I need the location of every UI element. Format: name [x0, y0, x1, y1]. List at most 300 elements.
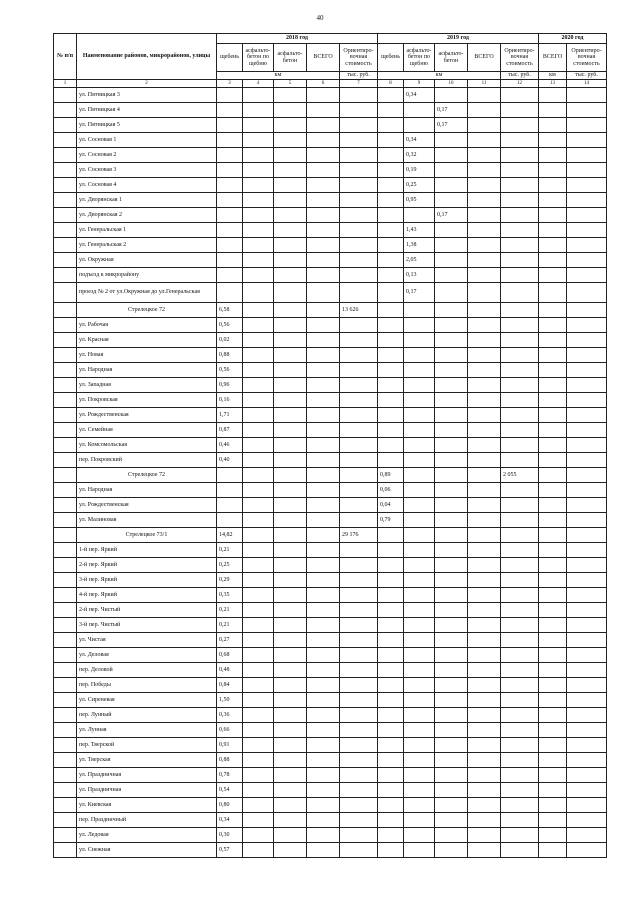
value-cell: [404, 513, 435, 528]
value-cell: 0,87: [217, 423, 243, 438]
value-cell: [567, 453, 607, 468]
value-cell: 0,21: [217, 603, 243, 618]
value-cell: [468, 708, 501, 723]
value-cell: [435, 768, 468, 783]
value-cell: [307, 148, 340, 163]
value-cell: 0,32: [404, 148, 435, 163]
table-row: [54, 438, 607, 453]
street-name-cell: ул. Лунная: [77, 723, 217, 738]
value-cell: [378, 283, 404, 303]
value-cell: [435, 828, 468, 843]
value-cell: [539, 133, 567, 148]
value-cell: [404, 708, 435, 723]
value-cell: [340, 163, 378, 178]
value-cell: 0,78: [217, 768, 243, 783]
sub-header: ВСЕГО: [307, 44, 340, 72]
value-cell: 1,71: [217, 408, 243, 423]
value-cell: [468, 828, 501, 843]
value-cell: [501, 573, 539, 588]
value-cell: [539, 648, 567, 663]
value-cell: [340, 268, 378, 283]
value-cell: 0,27: [217, 633, 243, 648]
value-cell: [378, 558, 404, 573]
value-cell: [274, 253, 307, 268]
value-cell: 0,46: [217, 438, 243, 453]
value-cell: [307, 573, 340, 588]
value-cell: [243, 708, 274, 723]
value-cell: [274, 178, 307, 193]
value-cell: [404, 693, 435, 708]
value-cell: [501, 723, 539, 738]
value-cell: [243, 603, 274, 618]
value-cell: [217, 118, 243, 133]
sub-header: щебень: [217, 44, 243, 72]
value-cell: [539, 88, 567, 103]
value-cell: [54, 663, 77, 678]
value-cell: [501, 708, 539, 723]
section-name-cell: Стрелецкое 73/1: [77, 528, 217, 543]
value-cell: [435, 468, 468, 483]
value-cell: 14,82: [217, 528, 243, 543]
value-cell: [307, 253, 340, 268]
value-cell: [54, 618, 77, 633]
value-cell: [468, 753, 501, 768]
column-number: 10: [435, 80, 468, 88]
value-cell: [217, 178, 243, 193]
value-cell: [274, 453, 307, 468]
street-name-cell: ул. Рождественская: [77, 408, 217, 423]
value-cell: [539, 768, 567, 783]
table-row: [54, 693, 607, 708]
value-cell: [378, 333, 404, 348]
value-cell: [378, 543, 404, 558]
value-cell: [539, 693, 567, 708]
table-row: [54, 813, 607, 828]
value-cell: [539, 678, 567, 693]
value-cell: [539, 318, 567, 333]
value-cell: [243, 573, 274, 588]
value-cell: [468, 663, 501, 678]
value-cell: [340, 783, 378, 798]
value-cell: [501, 318, 539, 333]
value-cell: [501, 178, 539, 193]
value-cell: [468, 453, 501, 468]
street-name-cell: ул. Пятницкая 4: [77, 103, 217, 118]
sub-header: асфальто-бетон: [274, 44, 307, 72]
value-cell: 0,54: [217, 783, 243, 798]
value-cell: [274, 118, 307, 133]
value-cell: [243, 438, 274, 453]
value-cell: [501, 238, 539, 253]
value-cell: [378, 253, 404, 268]
value-cell: [243, 193, 274, 208]
unit-km: км: [378, 72, 501, 80]
value-cell: [217, 88, 243, 103]
value-cell: [539, 828, 567, 843]
value-cell: [539, 148, 567, 163]
value-cell: [435, 333, 468, 348]
value-cell: [307, 543, 340, 558]
value-cell: [404, 118, 435, 133]
table-row: [54, 498, 607, 513]
value-cell: [307, 378, 340, 393]
value-cell: [243, 118, 274, 133]
value-cell: [468, 178, 501, 193]
value-cell: [243, 148, 274, 163]
value-cell: [340, 103, 378, 118]
value-cell: [54, 88, 77, 103]
table-row: [54, 558, 607, 573]
street-name-cell: ул. Красная: [77, 333, 217, 348]
value-cell: [340, 438, 378, 453]
street-name-cell: ул. Сосновая 1: [77, 133, 217, 148]
value-cell: [501, 208, 539, 223]
value-cell: [435, 843, 468, 858]
value-cell: [54, 558, 77, 573]
value-cell: [340, 513, 378, 528]
value-cell: [435, 163, 468, 178]
value-cell: [435, 813, 468, 828]
value-cell: [378, 693, 404, 708]
table-row: [54, 408, 607, 423]
value-cell: 0,35: [217, 588, 243, 603]
sub-header: Ориентиро-вочная стоимость: [340, 44, 378, 72]
value-cell: [539, 363, 567, 378]
value-cell: [378, 268, 404, 283]
value-cell: [307, 363, 340, 378]
value-cell: [340, 193, 378, 208]
value-cell: [340, 468, 378, 483]
value-cell: 2 055: [501, 468, 539, 483]
value-cell: [243, 483, 274, 498]
value-cell: 0,16: [217, 393, 243, 408]
street-name-cell: подъезд к микрорайону: [77, 268, 217, 283]
table-row: [54, 253, 607, 268]
column-number: 5: [274, 80, 307, 88]
value-cell: [307, 483, 340, 498]
value-cell: [378, 238, 404, 253]
sub-header: ВСЕГО: [539, 44, 567, 72]
value-cell: [217, 513, 243, 528]
value-cell: [378, 193, 404, 208]
value-cell: [378, 753, 404, 768]
value-cell: [468, 558, 501, 573]
value-cell: [274, 813, 307, 828]
sub-header: асфальто-бетон по щебню: [404, 44, 435, 72]
value-cell: [501, 223, 539, 238]
value-cell: [468, 88, 501, 103]
value-cell: 0,80: [217, 798, 243, 813]
value-cell: [435, 588, 468, 603]
value-cell: [307, 348, 340, 363]
value-cell: [307, 303, 340, 318]
value-cell: [501, 253, 539, 268]
table-row: [54, 723, 607, 738]
value-cell: [307, 103, 340, 118]
value-cell: [54, 543, 77, 558]
value-cell: 0,17: [435, 208, 468, 223]
table-row: [54, 828, 607, 843]
value-cell: [243, 348, 274, 363]
table-row: [54, 783, 607, 798]
value-cell: [567, 753, 607, 768]
value-cell: [567, 318, 607, 333]
value-cell: [340, 363, 378, 378]
value-cell: [435, 283, 468, 303]
value-cell: [243, 378, 274, 393]
value-cell: 0,17: [435, 118, 468, 133]
table-row: [54, 88, 607, 103]
value-cell: [307, 268, 340, 283]
value-cell: [340, 708, 378, 723]
column-number: 11: [468, 80, 501, 88]
page-number: 40: [316, 14, 324, 22]
value-cell: [274, 618, 307, 633]
value-cell: [468, 303, 501, 318]
value-cell: [468, 163, 501, 178]
value-cell: [243, 303, 274, 318]
value-cell: [567, 768, 607, 783]
value-cell: [468, 693, 501, 708]
value-cell: [501, 738, 539, 753]
value-cell: [54, 378, 77, 393]
value-cell: 0,79: [378, 513, 404, 528]
value-cell: [307, 648, 340, 663]
value-cell: [539, 498, 567, 513]
value-cell: [340, 253, 378, 268]
value-cell: [274, 363, 307, 378]
value-cell: [567, 408, 607, 423]
value-cell: [274, 693, 307, 708]
street-name-cell: 3-й пер. Яркий: [77, 573, 217, 588]
value-cell: [435, 348, 468, 363]
value-cell: [274, 588, 307, 603]
table-row: [54, 708, 607, 723]
value-cell: [274, 843, 307, 858]
value-cell: [274, 498, 307, 513]
value-cell: [567, 618, 607, 633]
year-2018-header: 2018 год: [217, 34, 378, 44]
value-cell: [501, 118, 539, 133]
value-cell: [435, 393, 468, 408]
table-row: [54, 738, 607, 753]
value-cell: [54, 348, 77, 363]
value-cell: [501, 193, 539, 208]
value-cell: [243, 333, 274, 348]
value-cell: [501, 498, 539, 513]
value-cell: [501, 483, 539, 498]
table-row: [54, 193, 607, 208]
table-row: [54, 588, 607, 603]
value-cell: [404, 648, 435, 663]
street-name-cell: ул. Пятницкая 3: [77, 88, 217, 103]
value-cell: [54, 223, 77, 238]
value-cell: [539, 543, 567, 558]
street-name-cell: ул. Сосновая 2: [77, 148, 217, 163]
value-cell: [567, 663, 607, 678]
street-name-cell: ул. Тверская: [77, 753, 217, 768]
value-cell: [274, 393, 307, 408]
value-cell: [468, 738, 501, 753]
value-cell: [243, 753, 274, 768]
street-name-cell: ул. Дворянская 2: [77, 208, 217, 223]
value-cell: [274, 738, 307, 753]
value-cell: [54, 303, 77, 318]
value-cell: [468, 103, 501, 118]
value-cell: [307, 333, 340, 348]
value-cell: [274, 558, 307, 573]
value-cell: [468, 393, 501, 408]
value-cell: 0,89: [378, 468, 404, 483]
value-cell: [435, 88, 468, 103]
value-cell: [501, 813, 539, 828]
street-name-cell: ул. Рождественская: [77, 498, 217, 513]
value-cell: [217, 238, 243, 253]
value-cell: [404, 348, 435, 363]
value-cell: [307, 163, 340, 178]
value-cell: [567, 573, 607, 588]
value-cell: [435, 253, 468, 268]
value-cell: [340, 558, 378, 573]
value-cell: [243, 423, 274, 438]
value-cell: [243, 828, 274, 843]
value-cell: [539, 813, 567, 828]
street-name-cell: пер. Деловой: [77, 663, 217, 678]
value-cell: [468, 678, 501, 693]
value-cell: [274, 468, 307, 483]
value-cell: [274, 528, 307, 543]
street-name-cell: ул. Покровская: [77, 393, 217, 408]
value-cell: [501, 408, 539, 423]
value-cell: [378, 133, 404, 148]
value-cell: [243, 558, 274, 573]
street-name-cell: ул. Сиреневая: [77, 693, 217, 708]
value-cell: [54, 193, 77, 208]
value-cell: [378, 603, 404, 618]
value-cell: [307, 453, 340, 468]
value-cell: [404, 573, 435, 588]
value-cell: [435, 663, 468, 678]
value-cell: [404, 843, 435, 858]
value-cell: [54, 753, 77, 768]
value-cell: [468, 633, 501, 648]
table-row: [54, 678, 607, 693]
value-cell: [217, 268, 243, 283]
value-cell: [340, 828, 378, 843]
value-cell: [468, 498, 501, 513]
value-cell: [501, 453, 539, 468]
value-cell: [567, 193, 607, 208]
value-cell: [274, 783, 307, 798]
value-cell: 0,17: [404, 283, 435, 303]
value-cell: [567, 303, 607, 318]
value-cell: [567, 498, 607, 513]
value-cell: [378, 303, 404, 318]
value-cell: [307, 738, 340, 753]
value-cell: [435, 498, 468, 513]
value-cell: [468, 648, 501, 663]
value-cell: [567, 693, 607, 708]
value-cell: [54, 268, 77, 283]
value-cell: [243, 663, 274, 678]
value-cell: [274, 798, 307, 813]
value-cell: 0,25: [217, 558, 243, 573]
value-cell: [567, 528, 607, 543]
value-cell: [54, 468, 77, 483]
column-number: 8: [378, 80, 404, 88]
sub-header: асфальто-бетон: [435, 44, 468, 72]
street-name-cell: ул. Праздничная: [77, 783, 217, 798]
value-cell: [243, 283, 274, 303]
value-cell: [404, 633, 435, 648]
table-row: [54, 238, 607, 253]
value-cell: 0,34: [404, 133, 435, 148]
value-cell: [54, 438, 77, 453]
value-cell: [404, 468, 435, 483]
value-cell: [567, 708, 607, 723]
value-cell: [217, 223, 243, 238]
section-name-cell: Стрелецкое 72: [77, 303, 217, 318]
value-cell: [501, 633, 539, 648]
street-name-cell: 2-й пер. Чистый: [77, 603, 217, 618]
value-cell: [274, 223, 307, 238]
value-cell: [539, 513, 567, 528]
table-row: [54, 573, 607, 588]
value-cell: [274, 378, 307, 393]
value-cell: [468, 148, 501, 163]
value-cell: [307, 283, 340, 303]
value-cell: [307, 498, 340, 513]
value-cell: [243, 103, 274, 118]
value-cell: [435, 708, 468, 723]
value-cell: [243, 813, 274, 828]
value-cell: [404, 618, 435, 633]
value-cell: [340, 408, 378, 423]
value-cell: [274, 828, 307, 843]
street-name-cell: ул. Окружная: [77, 253, 217, 268]
value-cell: [539, 663, 567, 678]
value-cell: [340, 483, 378, 498]
table-row: [54, 103, 607, 118]
value-cell: [307, 88, 340, 103]
sub-header: Ориентиро-вочная стоимость: [567, 44, 607, 72]
value-cell: [567, 648, 607, 663]
value-cell: [468, 268, 501, 283]
value-cell: [378, 648, 404, 663]
value-cell: [567, 133, 607, 148]
value-cell: [54, 208, 77, 223]
value-cell: [501, 528, 539, 543]
value-cell: [340, 318, 378, 333]
value-cell: [243, 723, 274, 738]
value-cell: [340, 798, 378, 813]
value-cell: [435, 453, 468, 468]
street-name-cell: ул. Пятницкая 5: [77, 118, 217, 133]
value-cell: [307, 618, 340, 633]
street-name-cell: ул. Семейная: [77, 423, 217, 438]
value-cell: [567, 813, 607, 828]
street-name-cell: ул. Западная: [77, 378, 217, 393]
value-cell: 0,04: [378, 498, 404, 513]
value-cell: [378, 88, 404, 103]
col-no-header: № п/п: [54, 34, 77, 80]
value-cell: [567, 268, 607, 283]
value-cell: 0,88: [217, 753, 243, 768]
table-row: [54, 163, 607, 178]
value-cell: [501, 753, 539, 768]
table-row: [54, 118, 607, 133]
value-cell: [340, 148, 378, 163]
